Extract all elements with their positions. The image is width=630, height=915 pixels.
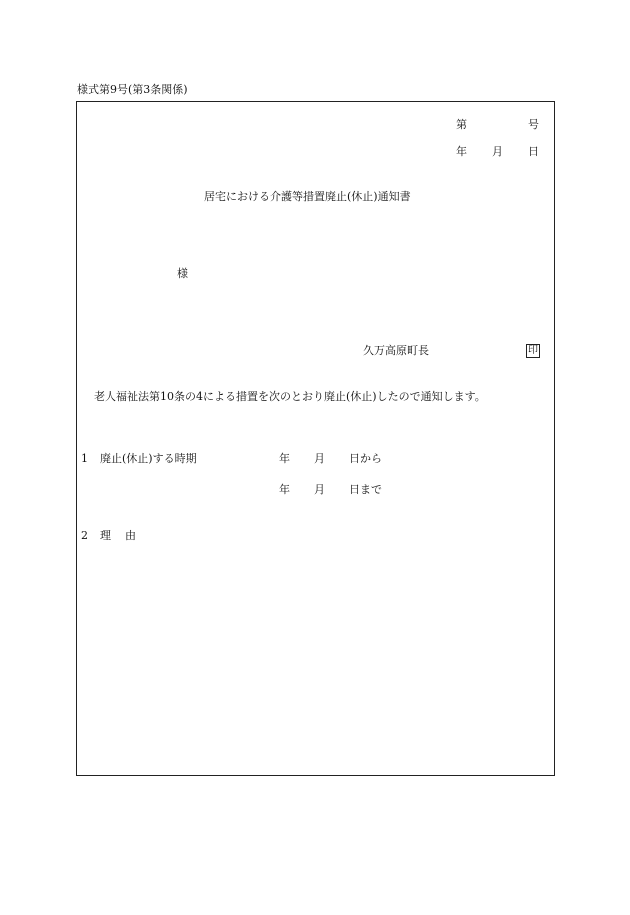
item2-label-1: 理 bbox=[100, 529, 111, 542]
item1-number: 1 bbox=[81, 452, 88, 465]
date-day: 日 bbox=[528, 145, 539, 158]
seal-mark: 印 bbox=[528, 345, 538, 356]
form-label: 様式第9号(第3条関係) bbox=[77, 83, 188, 96]
document-title: 居宅における介護等措置廃止(休止)通知書 bbox=[204, 190, 411, 203]
item1-from-month: 月 bbox=[314, 452, 325, 465]
item1-to-month: 月 bbox=[314, 483, 325, 496]
item1-from-year: 年 bbox=[279, 452, 290, 465]
date-month: 月 bbox=[492, 145, 503, 158]
item1-to-year: 年 bbox=[279, 483, 290, 496]
item2-label-2: 由 bbox=[125, 529, 136, 542]
item1-label: 廃止(休止)する時期 bbox=[100, 452, 197, 465]
addressee-honorific: 様 bbox=[177, 267, 188, 280]
issuer-name: 久万高原町長 bbox=[363, 344, 429, 357]
item2-number: 2 bbox=[81, 529, 88, 542]
date-year: 年 bbox=[456, 145, 467, 158]
item1-from-day: 日から bbox=[349, 452, 382, 465]
number-prefix: 第 bbox=[456, 118, 467, 131]
item1-to-day: 日まで bbox=[349, 483, 382, 496]
number-suffix: 号 bbox=[528, 118, 539, 131]
body-text: 老人福祉法第10条の4による措置を次のとおり廃止(休止)したので通知します。 bbox=[94, 390, 486, 403]
